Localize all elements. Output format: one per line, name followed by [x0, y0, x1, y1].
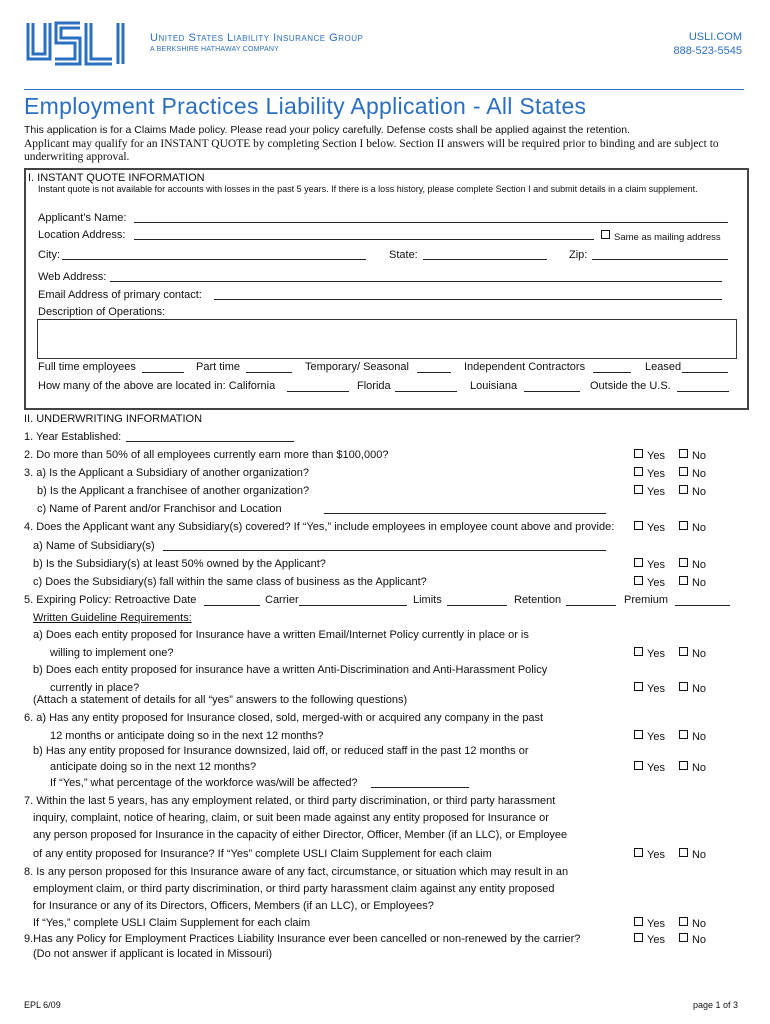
- ga-no-checkbox[interactable]: No: [679, 648, 706, 660]
- leased-label: Leased: [645, 361, 682, 373]
- applicant-name-field[interactable]: [134, 211, 728, 223]
- louisiana-field[interactable]: [524, 380, 580, 392]
- q4-yes-checkbox[interactable]: Yes: [634, 522, 665, 534]
- q6b-text-cont: anticipate doing so in the next 12 months?: [50, 761, 257, 773]
- email-label: Email Address of primary contact:: [38, 289, 202, 301]
- q4c-no-checkbox[interactable]: No: [679, 577, 706, 589]
- same-as-mailing-checkbox[interactable]: [601, 230, 721, 243]
- q3b-no-checkbox[interactable]: No: [679, 486, 706, 498]
- guideline-b-text-cont: currently in place?: [50, 682, 140, 694]
- intro-instant-quote: Applicant may qualify for an INSTANT QUOTE by completing Section I below. Section II answers will be required prior to binding and are subject to underwriting approval.: [24, 138, 719, 163]
- header-rule: [24, 89, 744, 90]
- form-id: EPL 6/09: [24, 1000, 61, 1010]
- state-field[interactable]: [423, 248, 547, 260]
- q8-yes-no: [634, 917, 706, 930]
- q9-no-checkbox[interactable]: No: [679, 934, 706, 946]
- web-address-label: Web Address:: [38, 271, 107, 283]
- parent-franchisor-field[interactable]: [324, 502, 606, 514]
- section1-heading: I. INSTANT QUOTE INFORMATION: [28, 172, 205, 184]
- q9-text: 9.Has any Policy for Employment Practices Liability Insurance ever been cancelled or non-renewed by the carrier?: [24, 933, 581, 945]
- q7-text-cont1: inquiry, complaint, notice of hearing, claim, or suit been made against any entity proposed for Insurance or: [33, 812, 549, 824]
- q2-yes-no: [634, 449, 706, 462]
- q4-yes-no: [634, 521, 706, 534]
- q6a-text: 6. a) Has any entity proposed for Insurance closed, sold, merged-with or acquired any company in the past: [24, 712, 544, 724]
- usli-logo: [24, 19, 142, 69]
- q4c-yes-checkbox[interactable]: Yes: [634, 577, 665, 589]
- q1-year-established: 1. Year Established:: [24, 431, 122, 443]
- guideline-b-yes-no: [634, 682, 706, 695]
- q4c-text: c) Does the Subsidiary(s) fall within the same class of business as the Applicant?: [33, 576, 427, 588]
- full-time-field[interactable]: [142, 361, 184, 373]
- located-in-label: How many of the above are located in: California: [38, 380, 276, 392]
- outside-us-field[interactable]: [677, 380, 729, 392]
- full-time-label: Full time employees: [38, 361, 136, 373]
- q7-text: 7. Within the last 5 years, has any employment related, or third party discrimination, or third party harassment: [24, 795, 556, 807]
- premium-field[interactable]: [675, 594, 730, 606]
- q6b-yes-checkbox[interactable]: Yes: [634, 762, 665, 774]
- leased-field[interactable]: [682, 361, 728, 373]
- company-subsidiary: A BERKSHIRE HATHAWAY COMPANY: [150, 46, 280, 53]
- q3a-yes-checkbox[interactable]: Yes: [634, 468, 665, 480]
- q8-yes-checkbox[interactable]: Yes: [634, 918, 665, 930]
- q3b-yes-no: [634, 485, 706, 498]
- florida-field[interactable]: [395, 380, 457, 392]
- checkbox-icon: [601, 230, 610, 239]
- contractors-label: Independent Contractors: [464, 361, 586, 373]
- louisiana-label: Louisiana: [470, 380, 518, 392]
- q7-yes-no: [634, 848, 706, 861]
- retro-date-field[interactable]: [204, 594, 260, 606]
- q8-text-cont3: If “Yes,” complete USLI Claim Supplement for each claim: [33, 917, 311, 929]
- company-name: United States Liability Insurance Group: [150, 32, 364, 44]
- q9-yes-no: [634, 933, 706, 946]
- q6b-no-checkbox[interactable]: No: [679, 762, 706, 774]
- q5-retention-label: Retention: [514, 594, 562, 606]
- gb-no-checkbox[interactable]: No: [679, 683, 706, 695]
- q7-no-checkbox[interactable]: No: [679, 849, 706, 861]
- city-field[interactable]: [62, 248, 366, 260]
- q3b-text: b) Is the Applicant a franchisee of another organization?: [37, 485, 310, 497]
- zip-field[interactable]: [592, 248, 728, 260]
- q9-yes-checkbox[interactable]: Yes: [634, 934, 665, 946]
- section1-note: Instant quote is not available for accounts with losses in the past 5 years. If there is a loss history, please complete Section I and submit details in a claim supplement.: [38, 184, 698, 194]
- guideline-a-yes-no: [634, 647, 706, 660]
- q2-no-checkbox[interactable]: No: [679, 450, 706, 462]
- phone-number: 888-523-5545: [673, 45, 742, 57]
- q5-text: 5. Expiring Policy: Retroactive Date: [24, 594, 197, 606]
- carrier-field[interactable]: [299, 594, 407, 606]
- q4b-yes-checkbox[interactable]: Yes: [634, 559, 665, 571]
- q5-carrier-label: Carrier: [265, 594, 299, 606]
- part-time-field[interactable]: [246, 361, 292, 373]
- email-field[interactable]: [214, 288, 722, 300]
- q4b-no-checkbox[interactable]: No: [679, 559, 706, 571]
- q3a-yes-no: [634, 467, 706, 480]
- guideline-b-text: b) Does each entity proposed for insurance have a written Anti-Discrimination and Anti-Harassment Policy: [33, 664, 548, 676]
- q7-text-cont2: any person proposed for Insurance in the capacity of either Director, Officer, Member (if an LLC), or Employee: [33, 829, 568, 841]
- q8-text: 8. Is any person proposed for this Insurance aware of any fact, circumstance, or situation which may result in an: [24, 866, 569, 878]
- description-label: Description of Operations:: [38, 306, 166, 318]
- q4c-yes-no: [634, 576, 706, 589]
- year-established-field[interactable]: [126, 430, 294, 442]
- q8-no-checkbox[interactable]: No: [679, 918, 706, 930]
- workforce-percentage-field[interactable]: [371, 776, 469, 788]
- q6b-yes-no: [634, 761, 706, 774]
- gb-yes-checkbox[interactable]: Yes: [634, 683, 665, 695]
- attach-statement-note: (Attach a statement of details for all “yes” answers to the following questions): [33, 694, 408, 706]
- q4b-text: b) Is the Subsidiary(s) at least 50% owned by the Applicant?: [33, 558, 326, 570]
- q7-yes-checkbox[interactable]: Yes: [634, 849, 665, 861]
- q8-text-cont2: for Insurance or any of its Directors, Officers, Members (if an LLC), or Employees?: [33, 900, 434, 912]
- guideline-a-text: a) Does each entity proposed for Insurance have a written Email/Internet Policy currently in place or is: [33, 629, 529, 641]
- q2-yes-checkbox[interactable]: Yes: [634, 450, 665, 462]
- same-as-mailing-label: Same as mailing address: [614, 232, 721, 243]
- temporary-field[interactable]: [417, 361, 451, 373]
- q6b-percentage-label: If “Yes,” what percentage of the workforce was/will be affected?: [50, 777, 358, 789]
- part-time-label: Part time: [196, 361, 241, 373]
- retention-field[interactable]: [566, 594, 616, 606]
- q2-text: 2. Do more than 50% of all employees currently earn more than $100,000?: [24, 449, 389, 461]
- q8-text-cont1: employment claim, or third party discrimination, or third party harassment claim against any entity proposed: [33, 883, 555, 895]
- limits-field[interactable]: [447, 594, 507, 606]
- guideline-a-text-cont: willing to implement one?: [50, 647, 174, 659]
- state-label: State:: [389, 249, 418, 261]
- location-address-field[interactable]: [134, 228, 594, 240]
- temporary-label: Temporary/ Seasonal: [305, 361, 409, 373]
- page-title: Employment Practices Liability Application - All States: [24, 93, 587, 119]
- outside-us-label: Outside the U.S.: [590, 380, 671, 392]
- q6a-no-checkbox[interactable]: No: [679, 731, 706, 743]
- q3a-text: 3. a) Is the Applicant a Subsidiary of another organization?: [24, 467, 309, 479]
- q4a-text: a) Name of Subsidiary(s): [33, 540, 155, 552]
- intro-claims-made: This application is for a Claims Made policy. Please read your policy carefully. Defense costs shall be applied against the retention.: [24, 124, 631, 136]
- section2-heading: II. UNDERWRITING INFORMATION: [24, 413, 203, 425]
- q3c-text: c) Name of Parent and/or Franchisor and Location: [37, 503, 282, 515]
- q6a-yes-no: [634, 730, 706, 743]
- q6a-yes-checkbox[interactable]: Yes: [634, 731, 665, 743]
- q5-limits-label: Limits: [413, 594, 442, 606]
- city-label: City:: [38, 249, 60, 261]
- q4-text: 4. Does the Applicant want any Subsidiary(s) covered? If “Yes,” include employees in employee count above and provide:: [24, 521, 615, 533]
- q3b-yes-checkbox[interactable]: Yes: [634, 486, 665, 498]
- florida-label: Florida: [357, 380, 391, 392]
- ga-yes-checkbox[interactable]: Yes: [634, 648, 665, 660]
- q4-no-checkbox[interactable]: No: [679, 522, 706, 534]
- subsidiary-name-field[interactable]: [163, 539, 606, 551]
- q9-text-cont: (Do not answer if applicant is located in Missouri): [33, 948, 273, 960]
- page-number: page 1 of 3: [692, 1000, 738, 1010]
- web-address-field[interactable]: [110, 270, 722, 282]
- q4b-yes-no: [634, 558, 706, 571]
- location-address-label: Location Address:: [38, 229, 126, 241]
- q6a-text-cont: 12 months or anticipate doing so in the next 12 months?: [50, 730, 324, 742]
- written-guideline-heading: Written Guideline Requirements:: [33, 612, 192, 624]
- applicant-name-label: Applicant’s Name:: [38, 212, 127, 224]
- description-textarea[interactable]: [37, 319, 737, 359]
- california-field[interactable]: [287, 380, 349, 392]
- q7-text-cont3: of any entity proposed for Insurance? If “Yes” complete USLI Claim Supplement for each claim: [33, 848, 492, 860]
- zip-label: Zip:: [569, 249, 588, 261]
- website-link[interactable]: USLI.COM: [688, 31, 742, 43]
- contractors-field[interactable]: [593, 361, 631, 373]
- q5-premium-label: Premium: [624, 594, 669, 606]
- q3a-no-checkbox[interactable]: No: [679, 468, 706, 480]
- q6b-text: b) Has any entity proposed for Insurance downsized, laid off, or reduced staff in the past 12 months or: [33, 745, 529, 757]
